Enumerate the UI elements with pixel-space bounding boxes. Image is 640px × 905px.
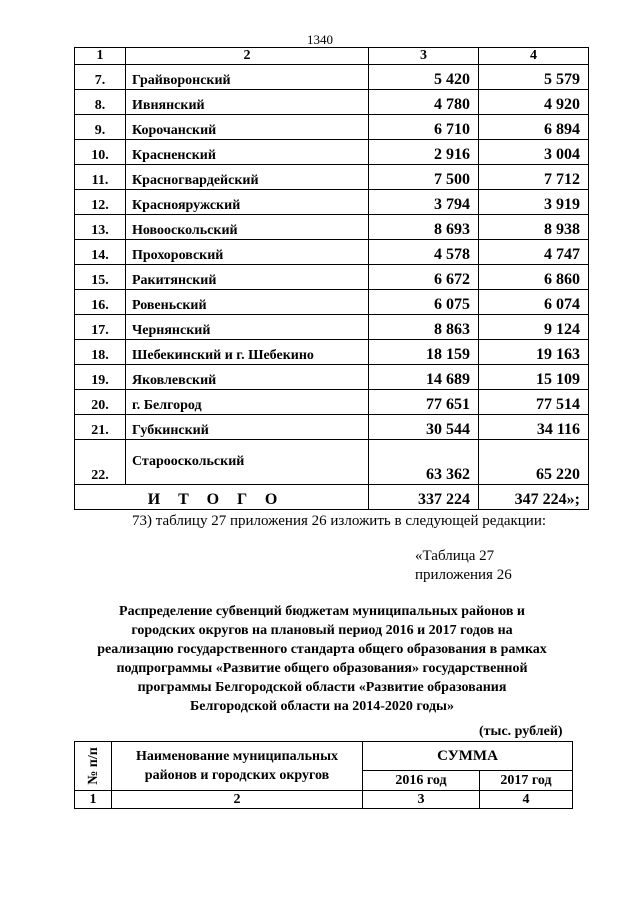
value-2017: 4 920	[479, 90, 589, 115]
total-2016: 337 224	[369, 485, 479, 510]
value-2017: 34 116	[479, 415, 589, 440]
row-number: 11.	[75, 165, 126, 190]
table-row	[75, 340, 589, 365]
value-2016: 8 693	[369, 215, 479, 240]
value-2016: 7 500	[369, 165, 479, 190]
value-2016: 4 578	[369, 240, 479, 265]
row-number: 14.	[75, 240, 126, 265]
value-2017: 6 074	[479, 290, 589, 315]
row-number: 7.	[75, 65, 126, 90]
value-2016: 30 544	[369, 415, 479, 440]
title-line: Распределение субвенций бюджетам муниципальных районов и	[119, 604, 525, 619]
total-2017: 347 224»;	[479, 485, 589, 510]
table-row	[75, 290, 589, 315]
value-2017: 7 712	[479, 165, 589, 190]
value-2017: 6 860	[479, 265, 589, 290]
col-name-line-2: районов и городских округов	[144, 768, 330, 783]
row-number: 15.	[75, 265, 126, 290]
row-number: 16.	[75, 290, 126, 315]
subvention-table-continued	[74, 47, 589, 510]
table-row	[75, 265, 589, 290]
index-col-2: 2	[112, 791, 363, 809]
table2-header-row-1	[75, 742, 573, 771]
col-sum-header: СУММА	[363, 742, 573, 771]
title-line: Белгородской области на 2014-2020 годы»	[190, 699, 454, 714]
table-header-row	[75, 48, 589, 65]
table-row	[75, 190, 589, 215]
table-row	[75, 165, 589, 190]
district-name: Губкинский	[126, 415, 369, 440]
value-2017: 5 579	[479, 65, 589, 90]
district-name: Ровеньский	[126, 290, 369, 315]
value-2016: 63 362	[369, 440, 479, 485]
header-col-3: 3	[369, 48, 479, 65]
index-col-1: 1	[75, 791, 112, 809]
value-2017: 9 124	[479, 315, 589, 340]
col-2017-header: 2017 год	[480, 771, 573, 791]
district-name: Прохоровский	[126, 240, 369, 265]
value-2017: 6 894	[479, 115, 589, 140]
table-row	[75, 115, 589, 140]
district-name: Ракитянский	[126, 265, 369, 290]
row-number: 20.	[75, 390, 126, 415]
table-row	[75, 440, 589, 485]
table-row	[75, 65, 589, 90]
row-number: 13.	[75, 215, 126, 240]
value-2016: 8 863	[369, 315, 479, 340]
district-name: Шебекинский и г. Шебекино	[126, 340, 369, 365]
value-2016: 77 651	[369, 390, 479, 415]
value-2016: 18 159	[369, 340, 479, 365]
amendment-instruction: 73) таблицу 27 приложения 26 изложить в следующей редакции:	[132, 513, 547, 529]
table-row	[75, 240, 589, 265]
district-name: Красненский	[126, 140, 369, 165]
value-2017: 4 747	[479, 240, 589, 265]
value-2017: 77 514	[479, 390, 589, 415]
district-name: Ивнянский	[126, 90, 369, 115]
district-name: Грайворонский	[126, 65, 369, 90]
row-number: 21.	[75, 415, 126, 440]
value-2017: 3 004	[479, 140, 589, 165]
header-col-4: 4	[479, 48, 589, 65]
row-number: 22.	[75, 440, 126, 485]
value-2016: 2 916	[369, 140, 479, 165]
table-reference-line-1: «Таблица 27	[415, 548, 495, 564]
row-number: 12.	[75, 190, 126, 215]
value-2016: 4 780	[369, 90, 479, 115]
subvention-table-header	[74, 741, 573, 809]
value-2017: 8 938	[479, 215, 589, 240]
table-row	[75, 390, 589, 415]
col-number-header	[75, 742, 112, 791]
table-reference-line-2: приложения 26	[415, 567, 512, 583]
row-number: 8.	[75, 90, 126, 115]
value-2016: 14 689	[369, 365, 479, 390]
value-2016: 6 075	[369, 290, 479, 315]
col-name-line-1: Наименование муниципальных	[135, 749, 339, 764]
table-row	[75, 415, 589, 440]
header-col-2: 2	[126, 48, 369, 65]
table-row	[75, 215, 589, 240]
title-line: городских округов на плановый период 2016 и 2017 годов на	[131, 623, 513, 638]
value-2016: 6 672	[369, 265, 479, 290]
value-2017: 15 109	[479, 365, 589, 390]
row-number: 10.	[75, 140, 126, 165]
district-name: Краснояружский	[126, 190, 369, 215]
units-label: (тыс. рублей)	[479, 724, 563, 739]
col-name-header	[112, 742, 363, 791]
document-title	[82, 602, 562, 716]
district-name: Новооскольский	[126, 215, 369, 240]
title-line: программы Белгородской области «Развитие образования	[137, 680, 507, 695]
value-2016: 5 420	[369, 65, 479, 90]
table-row	[75, 315, 589, 340]
page-number: 1340	[307, 32, 333, 47]
row-number: 19.	[75, 365, 126, 390]
table-row	[75, 90, 589, 115]
table-reference	[415, 547, 512, 585]
value-2017: 3 919	[479, 190, 589, 215]
district-name: Корочанский	[126, 115, 369, 140]
row-number: 18.	[75, 340, 126, 365]
value-2016: 6 710	[369, 115, 479, 140]
index-col-4: 4	[480, 791, 573, 809]
district-name: Красногвардейский	[126, 165, 369, 190]
table-row	[75, 365, 589, 390]
title-line: подпрограммы «Развитие общего образования» государственной	[116, 661, 528, 676]
col-number-label: № п/п	[85, 747, 101, 785]
row-number: 9.	[75, 115, 126, 140]
district-name: Яковлевский	[126, 365, 369, 390]
row-number: 17.	[75, 315, 126, 340]
value-2017: 65 220	[479, 440, 589, 485]
district-name: Чернянский	[126, 315, 369, 340]
col-2016-header: 2016 год	[363, 771, 480, 791]
total-label: ИТОГО	[75, 485, 369, 510]
district-name: Старооскольский	[126, 440, 369, 485]
table-row	[75, 140, 589, 165]
value-2017: 19 163	[479, 340, 589, 365]
table2-index-row	[75, 791, 573, 809]
index-col-3: 3	[363, 791, 480, 809]
header-col-1: 1	[75, 48, 126, 65]
title-line: реализацию государственного стандарта общего образования в рамках	[97, 642, 547, 657]
value-2016: 3 794	[369, 190, 479, 215]
district-name: г. Белгород	[126, 390, 369, 415]
total-row	[75, 485, 589, 510]
